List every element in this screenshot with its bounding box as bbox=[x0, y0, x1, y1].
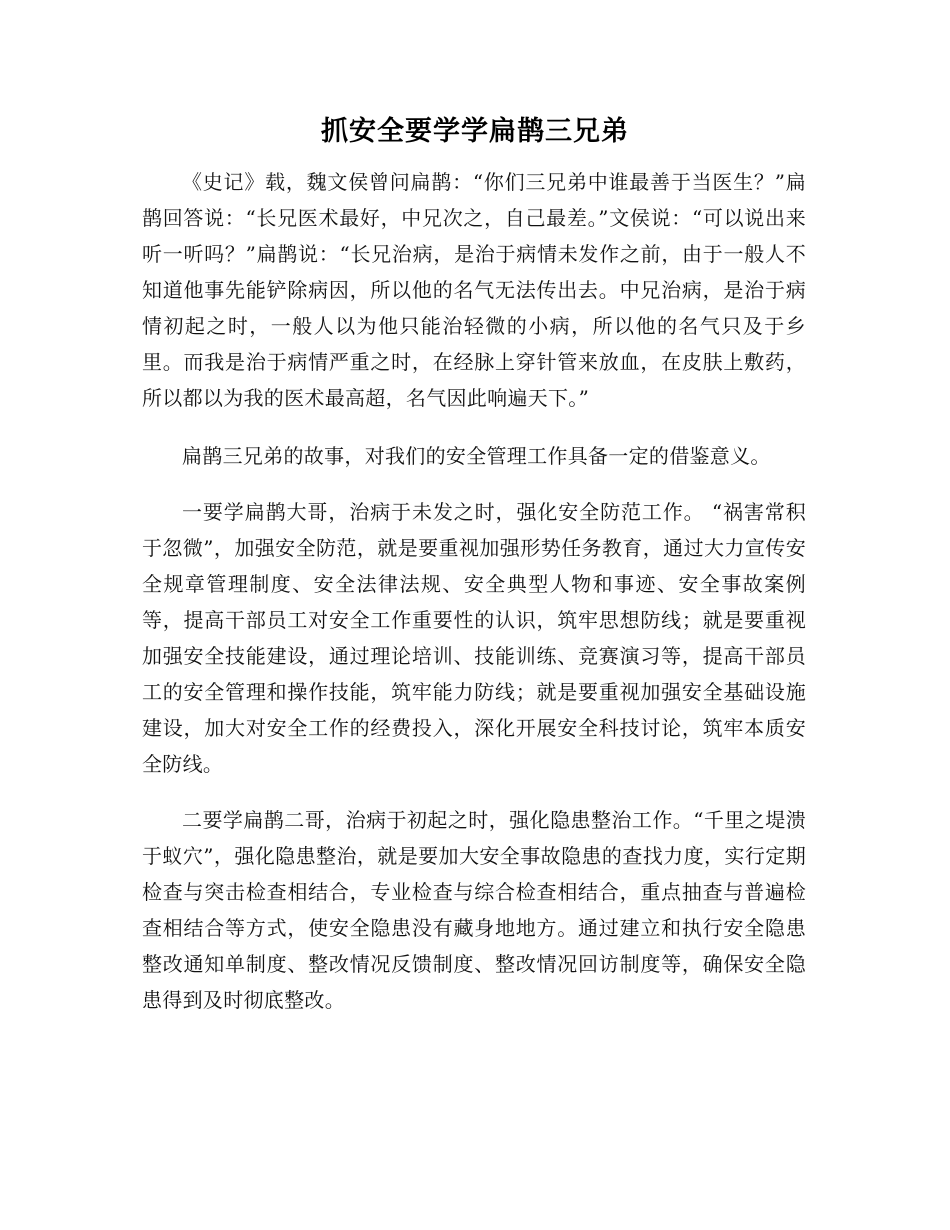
paragraph-eldest-brother: 一要学扁鹊大哥，治病于未发之时，强化安全防范工作。 “祸害常积于忽微”，加强安全防范，就是要重视加强形势任务教育，通过大力宣传安全规章管理制度、安全法律法规、安全典型人物和事迹、安全事故案例等，提高干部员工对安全工作重要性的认识，筑牢思想防线；就是要重视加强安全技能建设，通过理论培训、技能训练、竞赛演习等，提高干部员工的安全管理和操作技能，筑牢能力防线；就是要重视加强安全基础设施建设，加大对安全工作的经费投入，深化开展安全科技讨论，筑牢本质安全防线。 bbox=[142, 500, 806, 776]
document-title: 抓安全要学学扁鹊三兄弟 bbox=[321, 116, 629, 147]
paragraph-significance: 扁鹊三兄弟的故事，对我们的安全管理工作具备一定的借鉴意义。 bbox=[182, 444, 771, 468]
paragraph-second-brother: 二要学扁鹊二哥，治病于初起之时，强化隐患整治工作。“千里之堤溃于蚁穴”，强化隐患整治，就是要加大安全事故隐患的查找力度，实行定期检查与突击检查相结合，专业检查与综合检查相结合，重点抽查与普遍检查相结合等方式，使安全隐患没有藏身地地方。通过建立和执行安全隐患整改通知单制度、整改情况反馈制度、整改情况回访制度等，确保安全隐患得到及时彻底整改。 bbox=[142, 808, 806, 1012]
paragraph-shiji-story: 《史记》载，魏文侯曾问扁鹊：“你们三兄弟中谁最善于当医生？”扁鹊回答说：“长兄医术最好，中兄次之，自己最差。”文侯说：“可以说出来听一听吗？”扁鹊说：“长兄治病，是治于病情未发作之前，由于一般人不知道他事先能铲除病因，所以他的名气无法传出去。中兄治病，是治于病情初起之时，一般人以为他只能治轻微的小病，所以他的名气只及于乡里。而我是治于病情严重之时，在经脉上穿针管来放血，在皮肤上敷药，所以都以为我的医术最高超，名气因此响遍天下。” bbox=[142, 170, 806, 410]
document-body bbox=[142, 164, 806, 1038]
